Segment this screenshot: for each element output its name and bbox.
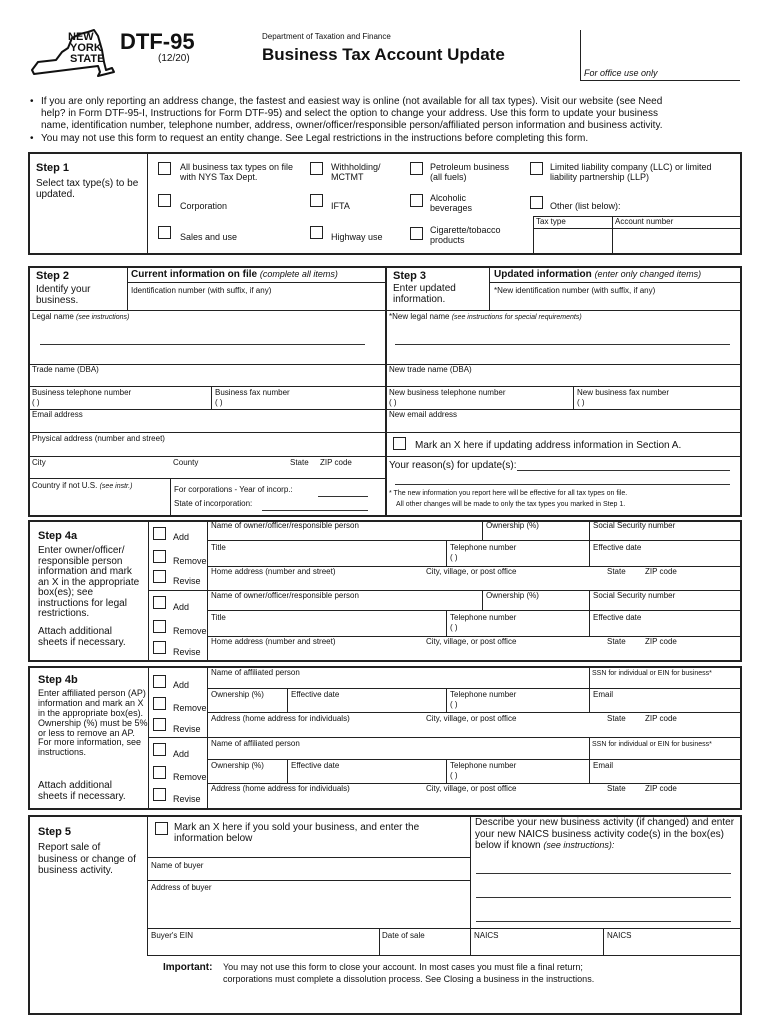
intro-bullet1-line3: name, identification number, telephone number, address, owner/officer/responsible person/affiliated person information and business activity. xyxy=(41,120,663,131)
4b1-name-label: Name of affiliated person xyxy=(211,668,300,677)
logo-text-new: NEW xyxy=(68,31,94,43)
4a2-home-label: Home address (number and street) xyxy=(211,637,336,646)
4a2-title-label: Title xyxy=(211,613,226,622)
step2-email-label: Email address xyxy=(32,410,83,419)
label-4a2-revise: Revise xyxy=(173,647,201,657)
4a1-zip-label: ZIP code xyxy=(645,567,677,576)
4a2-effective-label: Effective date xyxy=(593,613,642,622)
other-col-account: Account number xyxy=(615,217,674,226)
label-4b1-remove: Remove xyxy=(173,703,207,713)
step2-id-label: Identification number (with suffix, if any) xyxy=(131,286,272,295)
4a2-state-label: State xyxy=(607,637,626,646)
step3-reason-label: Your reason(s) for update(s): xyxy=(389,460,517,471)
step2-zip-label: ZIP code xyxy=(320,458,352,467)
label-4b2-add: Add xyxy=(173,749,190,759)
office-use-label: For office use only xyxy=(584,68,658,78)
checkbox-4a1-revise[interactable] xyxy=(153,570,166,583)
checkbox-cigarette[interactable] xyxy=(410,227,423,240)
step5-activity-line2[interactable] xyxy=(476,897,731,898)
step3-heading: Updated information (enter only changed items) xyxy=(494,269,702,280)
step2-county-label: County xyxy=(173,458,199,467)
step2-title: Step 2 xyxy=(36,270,70,282)
step5-buyer-address-label: Address of buyer xyxy=(151,883,212,892)
label-petroleum: Petroleum business (all fuels) xyxy=(430,162,510,182)
label-address-update: Mark an X here if updating address information in Section A. xyxy=(415,440,682,451)
checkbox-other[interactable] xyxy=(530,196,543,209)
checkbox-4a2-remove[interactable] xyxy=(153,620,166,633)
step2-country-label: Country if not U.S. (see instr.) xyxy=(32,481,133,490)
step3-desc: Enter updated information. xyxy=(393,283,456,305)
step3-legal-name-input[interactable] xyxy=(395,344,730,345)
checkbox-4b1-add[interactable] xyxy=(153,675,166,688)
4b1-ssn-label: SSN for individual or EIN for business* xyxy=(592,670,712,677)
step3-trade-name-input[interactable] xyxy=(387,376,737,386)
label-other: Other (list below): xyxy=(550,201,621,211)
4b2-phone-input[interactable]: ( ) xyxy=(450,771,458,780)
checkbox-highway[interactable] xyxy=(310,226,323,239)
4a1-ssn-label: Social Security number xyxy=(593,521,676,530)
step3-title: Step 3 xyxy=(393,270,427,282)
label-ifta: IFTA xyxy=(331,201,350,211)
step1-desc: Select tax type(s) to be updated. xyxy=(36,178,139,200)
checkbox-sales-use[interactable] xyxy=(158,226,171,239)
step3-phone-input[interactable]: ( ) xyxy=(389,398,397,407)
step3-legal-name-label: *New legal name (see instructions for special requirements) xyxy=(389,312,582,321)
step1-title: Step 1 xyxy=(36,162,70,174)
4b2-ownership-label: Ownership (%) xyxy=(211,761,264,770)
step5-desc: Report sale of business or change of business activity. xyxy=(38,842,136,876)
step2-email-input[interactable] xyxy=(30,421,380,431)
label-4b2-revise: Revise xyxy=(173,794,201,804)
step3-id-label: *New identification number (with suffix, if any) xyxy=(494,286,656,295)
important-line1: You may not use this form to close your account. In most cases you must file a final return; xyxy=(223,962,583,972)
label-4b2-remove: Remove xyxy=(173,772,207,782)
step3-email-input[interactable] xyxy=(387,421,737,431)
4a2-phone-label: Telephone number xyxy=(450,613,517,622)
logo-text-york: YORK xyxy=(70,42,102,54)
step4a-desc: Enter owner/officer/ responsible person information and mark an X in the appropriate box(es); see instructions for legal restrictions. xyxy=(38,545,140,619)
step2-trade-name-label: Trade name (DBA) xyxy=(32,365,99,374)
4b1-zip-label: ZIP code xyxy=(645,714,677,723)
intro-bullet1-line2: help? in Form DTF-95-I, Instructions for Form DTF-95) and select the option to change your address. Use this form to update your business xyxy=(41,108,658,119)
label-cigarette: Cigarette/tobacco products xyxy=(430,225,501,245)
checkbox-petroleum[interactable] xyxy=(410,162,423,175)
label-4b1-revise: Revise xyxy=(173,724,201,734)
label-llc: Limited liability company (LLC) or limited liability partnership (LLP) xyxy=(550,162,712,182)
step4b-desc: Enter affiliated person (AP) information and mark an X in the appropriate box(es). Ownership (%) must be 5% or less to remove an AP. For more information, see instructions. xyxy=(38,688,148,758)
4b1-state-label: State xyxy=(607,714,626,723)
step2-legal-name-input[interactable] xyxy=(40,344,365,345)
checkbox-4a1-add[interactable] xyxy=(153,527,166,540)
step2-fax-label: Business fax number xyxy=(215,388,290,397)
step3-phone-label: New business telephone number xyxy=(389,388,506,397)
4b2-zip-label: ZIP code xyxy=(645,784,677,793)
4a2-ownership-label: Ownership (%) xyxy=(486,591,539,600)
4a2-ssn-label: Social Security number xyxy=(593,591,676,600)
checkbox-all-business[interactable] xyxy=(158,162,171,175)
other-account-input[interactable] xyxy=(613,229,739,252)
step2-year-incorp-input[interactable] xyxy=(318,496,368,497)
step2-fax-input[interactable]: ( ) xyxy=(215,398,223,407)
step2-heading: Current information on file (complete all items) xyxy=(131,269,338,280)
label-4a2-remove: Remove xyxy=(173,626,207,636)
step3-note2: All other changes will be made to only the tax types you marked in Step 1. xyxy=(396,501,626,508)
step2-year-incorp-label: For corporations - Year of incorp.: xyxy=(174,485,293,494)
step2-state-label: State xyxy=(290,458,309,467)
4b2-address-label: Address (home address for individuals) xyxy=(211,784,350,793)
intro-bullet1-line1: If you are only reporting an address change, the fastest and easiest way is online (not available for all tax types). Visit our website (see Need xyxy=(41,96,663,107)
checkbox-withholding[interactable] xyxy=(310,162,323,175)
label-4a1-revise: Revise xyxy=(173,576,201,586)
4a2-phone-input[interactable]: ( ) xyxy=(450,623,458,632)
step2-trade-name-input[interactable] xyxy=(30,376,380,386)
4b2-city-label: City, village, or post office xyxy=(426,784,517,793)
4b1-ownership-label: Ownership (%) xyxy=(211,690,264,699)
step5-naics2-label: NAICS xyxy=(607,931,632,940)
label-4b1-add: Add xyxy=(173,680,190,690)
4a2-name-label: Name of owner/officer/responsible person xyxy=(211,591,359,600)
4b1-address-label: Address (home address for individuals) xyxy=(211,714,350,723)
checkbox-4b2-remove[interactable] xyxy=(153,766,166,779)
4b1-city-label: City, village, or post office xyxy=(426,714,517,723)
form-id: DTF-95 xyxy=(120,29,195,54)
step2-phone-input[interactable]: ( ) xyxy=(32,398,40,407)
step5-buyer-ein-label: Buyer's EIN xyxy=(151,931,193,940)
other-col-tax-type: Tax type xyxy=(536,217,566,226)
important-line2: corporations must complete a dissolution process. See Closing a business in the instructions. xyxy=(223,974,595,984)
step4a-title: Step 4a xyxy=(38,530,78,542)
step2-state-incorp-input[interactable] xyxy=(262,510,368,511)
4b1-phone-input[interactable]: ( ) xyxy=(450,700,458,709)
4a1-title-label: Title xyxy=(211,543,226,552)
step5-describe-label: Describe your new business activity (if changed) and enter your new NAICS business activity code(s) in the box(es) below if known (see instructions): xyxy=(475,817,735,851)
step3-email-label: New email address xyxy=(389,410,458,419)
step3-trade-name-label: New trade name (DBA) xyxy=(389,365,472,374)
4a1-home-label: Home address (number and street) xyxy=(211,567,336,576)
4a2-zip-label: ZIP code xyxy=(645,637,677,646)
checkbox-4a2-revise[interactable] xyxy=(153,641,166,654)
label-4a2-add: Add xyxy=(173,602,190,612)
checkbox-4b1-remove[interactable] xyxy=(153,697,166,710)
label-alcoholic: Alcoholic beverages xyxy=(430,193,473,213)
checkbox-llc[interactable] xyxy=(530,162,543,175)
label-withholding: Withholding/ MCTMT xyxy=(331,162,381,182)
form-revision: (12/20) xyxy=(158,53,190,64)
other-tax-type-input[interactable] xyxy=(534,229,611,252)
step3-id-input[interactable] xyxy=(640,283,738,309)
step3-fax-label: New business fax number xyxy=(577,388,670,397)
step4a-attach: Attach additional sheets if necessary. xyxy=(38,626,126,648)
step2-city-label: City xyxy=(32,458,46,467)
4b2-name-label: Name of affiliated person xyxy=(211,739,300,748)
label-sales-use: Sales and use xyxy=(180,232,238,242)
step3-reason-input[interactable] xyxy=(517,470,730,471)
step5-activity-line3[interactable] xyxy=(476,921,731,922)
step5-buyer-name-input[interactable] xyxy=(149,872,467,880)
4a1-state-label: State xyxy=(607,567,626,576)
label-4a1-remove: Remove xyxy=(173,556,207,566)
4a1-ownership-label: Ownership (%) xyxy=(486,521,539,530)
4b1-email-label: Email xyxy=(593,690,614,699)
4b2-state-label: State xyxy=(607,784,626,793)
step2-phone-label: Business telephone number xyxy=(32,388,132,397)
4b2-ssn-label: SSN for individual or EIN for business* xyxy=(592,741,712,748)
label-corporation: Corporation xyxy=(180,201,228,211)
checkbox-4b2-revise[interactable] xyxy=(153,788,166,801)
4a1-phone-label: Telephone number xyxy=(450,543,517,552)
checkbox-corporation[interactable] xyxy=(158,194,171,207)
step2-physical-input[interactable] xyxy=(30,445,380,455)
label-highway: Highway use xyxy=(331,232,383,242)
step2-state-incorp-label: State of incorporation: xyxy=(174,499,253,508)
intro-bullet2: You may not use this form to request an entity change. See Legal restrictions in the instructions before completing this form. xyxy=(41,133,589,144)
step3-note1: * The new information you report here will be effective for all tax types on file. xyxy=(389,490,628,497)
4a2-city-label: City, village, or post office xyxy=(426,637,517,646)
4b2-email-label: Email xyxy=(593,761,614,770)
4b2-effective-label: Effective date xyxy=(291,761,340,770)
checkbox-4b1-revise[interactable] xyxy=(153,718,166,731)
label-sold-business: Mark an X here if you sold your business, and enter the information below xyxy=(174,822,420,844)
step2-physical-label: Physical address (number and street) xyxy=(32,434,165,443)
4b1-phone-label: Telephone number xyxy=(450,690,517,699)
4a1-phone-input[interactable]: ( ) xyxy=(450,553,458,562)
step5-activity-line1[interactable] xyxy=(476,873,731,874)
step3-reason-input-line2[interactable] xyxy=(395,484,730,485)
step5-title: Step 5 xyxy=(38,826,72,838)
label-4a1-add: Add xyxy=(173,532,190,542)
step5-buyer-address-input[interactable] xyxy=(149,894,467,926)
step2-id-input[interactable] xyxy=(290,283,384,309)
step4b-attach: Attach additional sheets if necessary. xyxy=(38,780,126,802)
page-title: Business Tax Account Update xyxy=(262,45,505,64)
checkbox-4a2-add[interactable] xyxy=(153,596,166,609)
4a1-effective-label: Effective date xyxy=(593,543,642,552)
label-all-business: All business tax types on file with NYS Tax Dept. xyxy=(180,162,294,182)
bullet-icon: • xyxy=(30,133,34,144)
department-name: Department of Taxation and Finance xyxy=(262,32,391,41)
step3-fax-input[interactable]: ( ) xyxy=(577,398,585,407)
4a1-name-label: Name of owner/officer/responsible person xyxy=(211,521,359,530)
step5-date-sale-label: Date of sale xyxy=(382,931,425,940)
step5-naics1-label: NAICS xyxy=(474,931,499,940)
checkbox-alcoholic[interactable] xyxy=(410,194,423,207)
checkbox-4a1-remove[interactable] xyxy=(153,550,166,563)
4b2-phone-label: Telephone number xyxy=(450,761,517,770)
checkbox-address-update[interactable] xyxy=(393,437,406,450)
4b1-effective-label: Effective date xyxy=(291,690,340,699)
step5-buyer-name-label: Name of buyer xyxy=(151,861,204,870)
important-label: Important: xyxy=(163,962,213,973)
bullet-icon: • xyxy=(30,96,34,107)
logo-text-state: STATE xyxy=(70,53,105,65)
step2-desc: Identify your business. xyxy=(36,284,91,306)
step2-legal-name-label: Legal name (see instructions) xyxy=(32,312,130,321)
checkbox-4b2-add[interactable] xyxy=(153,743,166,756)
4a1-city-label: City, village, or post office xyxy=(426,567,517,576)
checkbox-ifta[interactable] xyxy=(310,194,323,207)
checkbox-sold-business[interactable] xyxy=(155,822,168,835)
step4b-title: Step 4b xyxy=(38,674,78,686)
